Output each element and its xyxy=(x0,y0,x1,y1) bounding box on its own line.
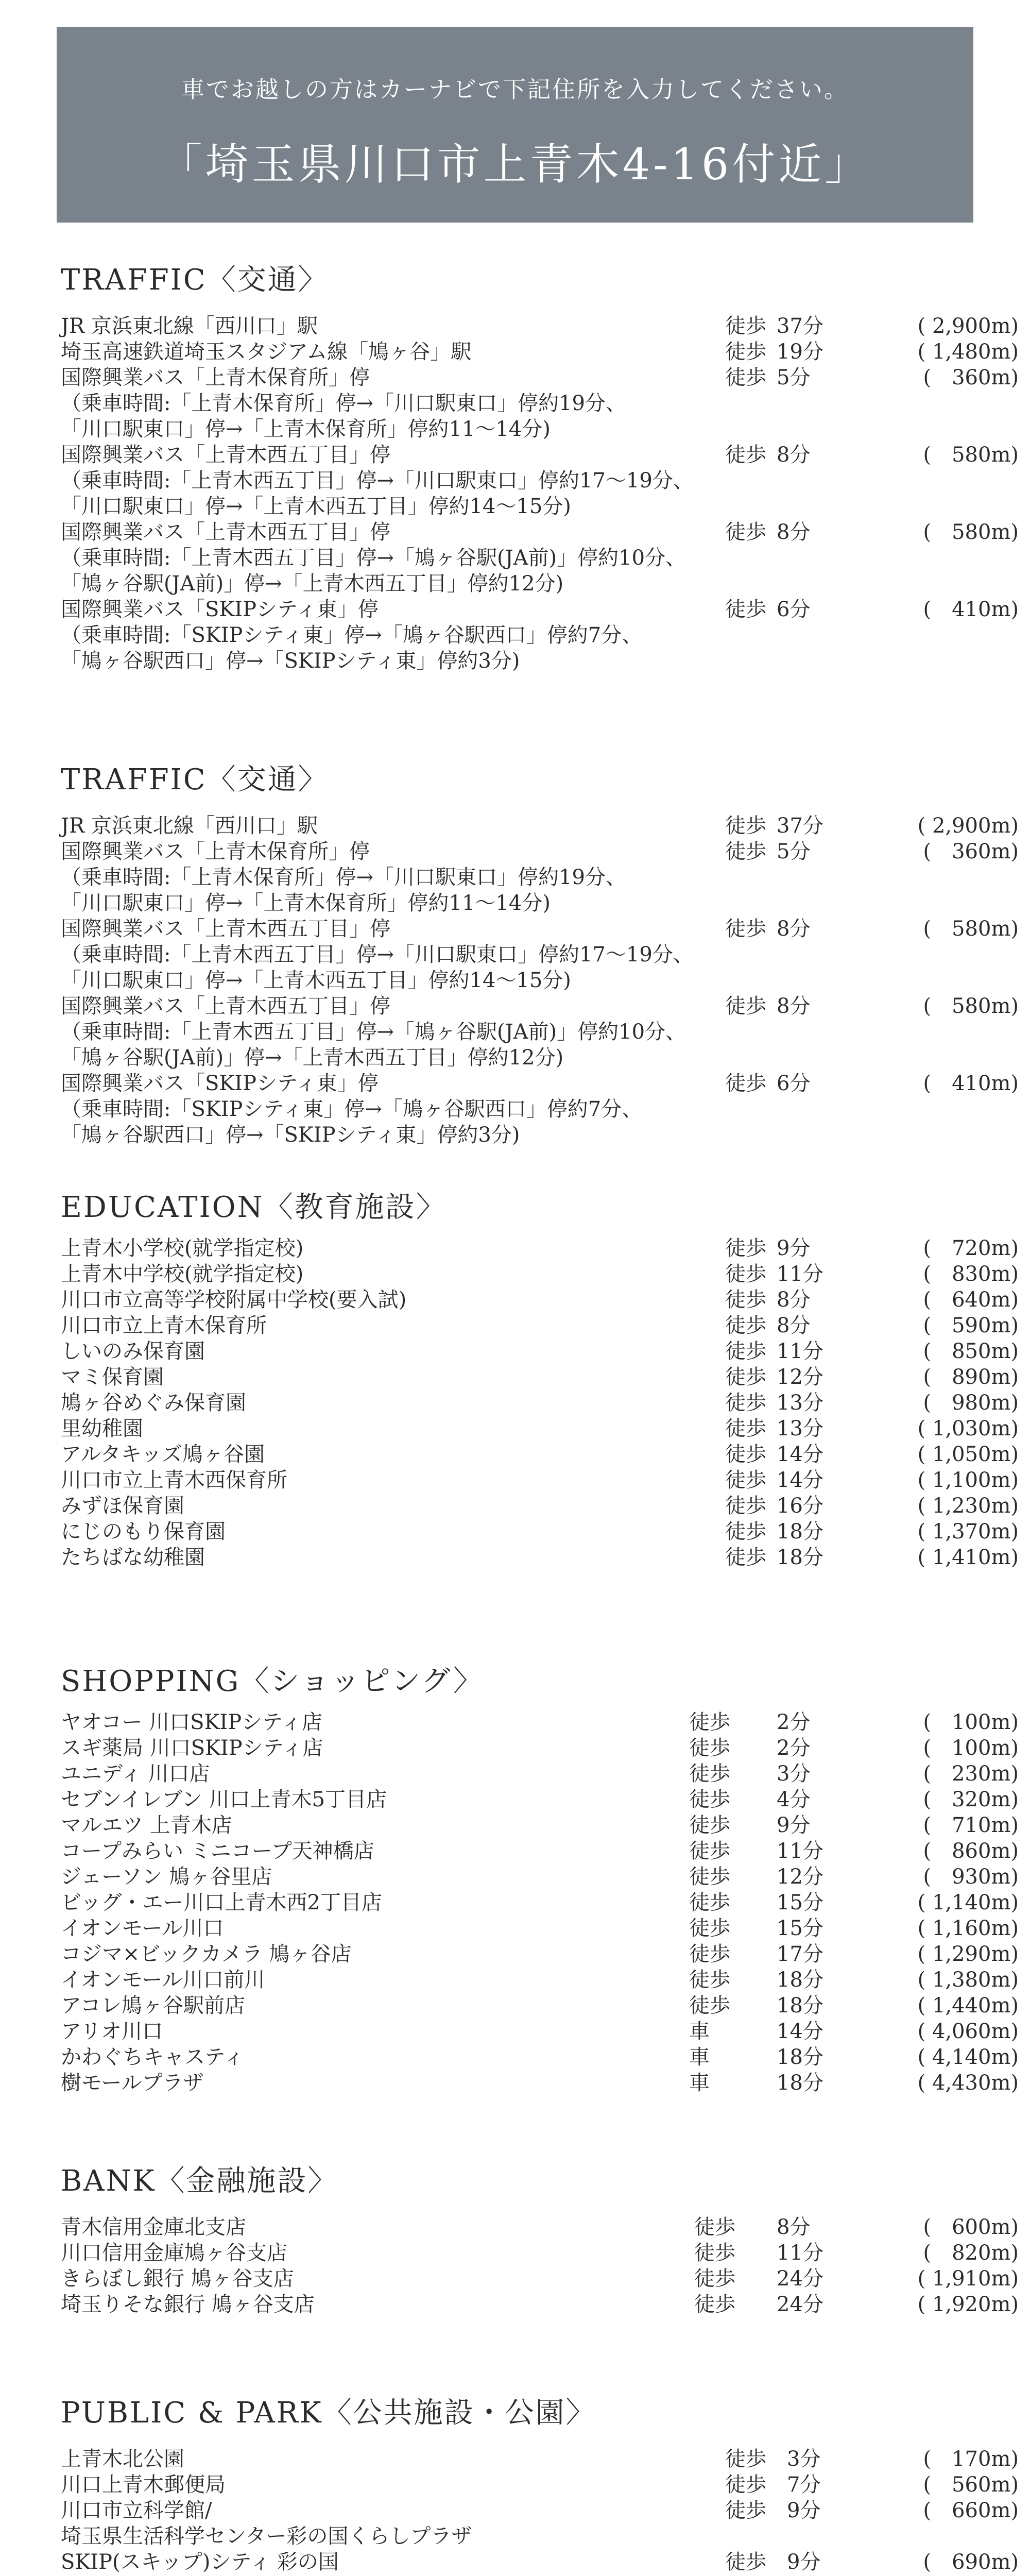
travel-mode: 徒歩 xyxy=(725,917,766,941)
distance: ( 980m) xyxy=(923,1391,1019,1415)
travel-mode: 徒歩 xyxy=(725,2473,766,2497)
travel-mode: 徒歩 xyxy=(725,340,766,364)
travel-time: 8分 xyxy=(777,994,811,1018)
travel-time: 5分 xyxy=(777,366,811,389)
travel-time: 18分 xyxy=(777,2071,823,2095)
travel-time: 11分 xyxy=(777,1839,823,1863)
travel-time: 13分 xyxy=(777,1391,823,1415)
section-title: EDUCATION〈教育施設〉 xyxy=(61,1191,447,1224)
list-item xyxy=(61,597,1019,674)
list-item xyxy=(61,1390,1019,1416)
ride-time-note: （乗車時間:「上青木西五丁目」停→「鳩ヶ谷駅(JA前)」停約10分、 xyxy=(61,1020,686,1044)
list-item xyxy=(61,1812,1019,1838)
list-item xyxy=(61,1709,1019,1735)
facility-name: SKIP(スキップ)シティ 彩の国 xyxy=(61,2550,339,2574)
facility-name: ビッグ・エー川口上青木西2丁目店 xyxy=(61,1891,382,1914)
facility-name: きらぼし銀行 鳩ヶ谷支店 xyxy=(61,2267,294,2291)
travel-time: 8分 xyxy=(777,443,811,467)
facility-name: コープみらい ミニコープ天神橋店 xyxy=(61,1839,374,1863)
travel-mode: 徒歩 xyxy=(689,1994,730,2018)
distance: ( 1,380m) xyxy=(917,1968,1019,1992)
facility-name: JR 京浜東北線「西川口」駅 xyxy=(61,314,318,338)
public-park-section xyxy=(61,2391,1019,2576)
bank-section xyxy=(61,2159,1019,2317)
list-item xyxy=(61,2214,1019,2240)
distance: ( 100m) xyxy=(923,1736,1019,1760)
facility-name: コジマ×ビックカメラ 鳩ヶ谷店 xyxy=(61,1942,352,1966)
travel-mode: 徒歩 xyxy=(725,2499,766,2522)
facility-name: たちばな幼稚園 xyxy=(61,1546,205,1569)
distance: ( 590m) xyxy=(923,1314,1019,1337)
ride-time-note: （乗車時間:「上青木西五丁目」停→「川口駅東口」停約17〜19分、 xyxy=(61,469,694,493)
travel-mode: 徒歩 xyxy=(689,1891,730,1914)
travel-mode: 徒歩 xyxy=(689,1968,730,1992)
distance: ( 1,370m) xyxy=(917,1520,1019,1544)
travel-mode: 徒歩 xyxy=(689,1788,730,1811)
distance: ( 1,230m) xyxy=(917,1494,1019,1518)
travel-time: 14分 xyxy=(777,1443,823,1466)
travel-mode: 徒歩 xyxy=(689,1942,730,1966)
distance: ( 320m) xyxy=(923,1788,1019,1811)
facility-name: 国際興業バス「上青木保育所」停 xyxy=(61,840,370,863)
travel-mode: 徒歩 xyxy=(725,1288,766,1312)
list-item xyxy=(61,916,1019,993)
travel-time: 6分 xyxy=(777,598,811,621)
list-item xyxy=(61,2070,1019,2096)
facility-name: アリオ川口 xyxy=(61,2020,163,2043)
distance: ( 580m) xyxy=(923,443,1019,467)
facility-name: ヤオコー 川口SKIPシティ店 xyxy=(61,1710,322,1734)
list-item xyxy=(61,1493,1019,1519)
travel-time: 12分 xyxy=(777,1365,823,1389)
travel-mode: 徒歩 xyxy=(725,1314,766,1337)
facility-name: しいのみ保育園 xyxy=(61,1340,205,1363)
distance: ( 850m) xyxy=(923,1340,1019,1363)
list-item xyxy=(61,1467,1019,1493)
facility-name: 国際興業バス「上青木保育所」停 xyxy=(61,366,370,389)
ride-time-note: 「鳩ヶ谷駅西口」停→「SKIPシティ東」停約3分) xyxy=(61,649,520,673)
list-item xyxy=(61,313,1019,339)
ride-time-note: （乗車時間:「SKIPシティ東」停→「鳩ヶ谷駅西口」停約7分、 xyxy=(61,1097,643,1121)
facility-name: 埼玉高速鉄道埼玉スタジアム線「鳩ヶ谷」駅 xyxy=(61,340,472,364)
list-item xyxy=(61,1364,1019,1390)
travel-mode: 徒歩 xyxy=(725,314,766,338)
distance: ( 640m) xyxy=(923,1288,1019,1312)
facility-name: 鳩ヶ谷めぐみ保育園 xyxy=(61,1391,246,1415)
facility-name: 青木信用金庫北支店 xyxy=(61,2215,246,2239)
travel-mode: 徒歩 xyxy=(725,366,766,389)
list-item xyxy=(61,519,1019,597)
list-item xyxy=(61,1338,1019,1364)
distance: ( 1,100m) xyxy=(917,1468,1019,1492)
travel-time: 11分 xyxy=(777,1340,823,1363)
distance: ( 890m) xyxy=(923,1365,1019,1389)
facility-name: マミ保育園 xyxy=(61,1365,164,1389)
facility-name: 上青木小学校(就学指定校) xyxy=(61,1236,304,1260)
travel-mode: 徒歩 xyxy=(689,1839,730,1863)
list-item xyxy=(61,1967,1019,1993)
distance: ( 1,050m) xyxy=(917,1443,1019,1466)
travel-mode: 徒歩 xyxy=(689,1762,730,1786)
ride-time-note: （乗車時間:「上青木保育所」停→「川口駅東口」停約19分、 xyxy=(61,392,626,415)
list-item xyxy=(61,1993,1019,2019)
travel-mode: 徒歩 xyxy=(725,1546,766,1569)
distance: ( 1,290m) xyxy=(917,1942,1019,1966)
traffic-section-2 xyxy=(61,757,1019,1148)
travel-time: 19分 xyxy=(777,340,823,364)
travel-time: 14分 xyxy=(777,2020,823,2043)
distance: ( 860m) xyxy=(923,1839,1019,1863)
travel-time: 7分 xyxy=(787,2473,821,2497)
travel-time: 9分 xyxy=(787,2550,821,2574)
ride-time-note: 「川口駅東口」停→「上青木保育所」停約11〜14分) xyxy=(61,891,551,915)
facility-name: アコレ鳩ヶ谷駅前店 xyxy=(61,1994,245,2018)
travel-mode: 徒歩 xyxy=(725,1520,766,1544)
travel-time: 8分 xyxy=(777,520,811,544)
distance: ( 1,920m) xyxy=(917,2293,1019,2316)
facility-name: セブンイレブン 川口上青木5丁目店 xyxy=(61,1788,387,1811)
travel-time: 6分 xyxy=(777,1072,811,1095)
distance: ( 930m) xyxy=(923,1865,1019,1889)
travel-mode: 徒歩 xyxy=(694,2215,735,2239)
travel-time: 8分 xyxy=(777,1288,811,1312)
travel-time: 2分 xyxy=(777,1710,811,1734)
ride-time-note: 「鳩ヶ谷駅(JA前)」停→「上青木西五丁目」停約12分) xyxy=(61,572,564,596)
travel-mode: 徒歩 xyxy=(725,814,766,838)
list-item xyxy=(61,1916,1019,1941)
travel-time: 8分 xyxy=(777,1314,811,1337)
travel-mode: 徒歩 xyxy=(694,2267,735,2291)
distance: ( 580m) xyxy=(923,994,1019,1018)
travel-time: 8分 xyxy=(777,917,811,941)
list-item xyxy=(61,1261,1019,1287)
facility-name: 国際興業バス「上青木西五丁目」停 xyxy=(61,994,390,1018)
travel-mode: 徒歩 xyxy=(725,1391,766,1415)
facility-name: イオンモール川口前川 xyxy=(61,1968,265,1992)
section-title: TRAFFIC〈交通〉 xyxy=(61,263,329,297)
list-item xyxy=(61,1071,1019,1148)
travel-time: 11分 xyxy=(777,2241,823,2265)
ride-time-note: 「川口駅東口」停→「上青木西五丁目」停約14〜15分) xyxy=(61,969,571,992)
travel-time: 8分 xyxy=(777,2215,811,2239)
distance: ( 4,060m) xyxy=(917,2020,1019,2043)
distance: ( 820m) xyxy=(923,2241,1019,2265)
list-item xyxy=(61,1735,1019,1761)
distance: ( 100m) xyxy=(923,1710,1019,1734)
list-item xyxy=(61,1235,1019,1261)
travel-time: 17分 xyxy=(777,1942,823,1966)
distance: ( 2,900m) xyxy=(917,314,1019,338)
travel-mode: 徒歩 xyxy=(694,2293,735,2316)
travel-time: 5分 xyxy=(777,840,811,863)
distance: ( 170m) xyxy=(923,2447,1019,2471)
travel-time: 37分 xyxy=(777,314,823,338)
facility-name: 埼玉県生活科学センター彩の国くらしプラザ xyxy=(61,2524,472,2548)
distance: ( 1,410m) xyxy=(917,1546,1019,1569)
facility-name: 川口信用金庫鳩ヶ谷支店 xyxy=(61,2241,287,2265)
distance: ( 2,900m) xyxy=(917,814,1019,838)
facility-name: 川口市立上青木西保育所 xyxy=(61,1468,287,1492)
travel-mode: 徒歩 xyxy=(694,2241,735,2265)
travel-mode: 徒歩 xyxy=(725,1443,766,1466)
travel-mode: 徒歩 xyxy=(689,1917,730,1940)
travel-mode: 徒歩 xyxy=(725,1236,766,1260)
distance: ( 600m) xyxy=(923,2215,1019,2239)
shopping-section xyxy=(61,1659,1019,2096)
travel-mode: 徒歩 xyxy=(725,840,766,863)
distance: ( 710m) xyxy=(923,1814,1019,1837)
facility-name: 国際興業バス「SKIPシティ東」停 xyxy=(61,598,379,621)
travel-time: 13分 xyxy=(777,1417,823,1440)
list-item xyxy=(61,1313,1019,1338)
travel-mode: 徒歩 xyxy=(725,2447,766,2471)
list-item xyxy=(61,365,1019,442)
travel-mode: 徒歩 xyxy=(725,1262,766,1286)
travel-time: 24分 xyxy=(777,2267,823,2291)
facility-name: 国際興業バス「上青木西五丁目」停 xyxy=(61,520,390,544)
section-title: SHOPPING〈ショッピング〉 xyxy=(61,1665,484,1698)
facility-name: 樹モールプラザ xyxy=(61,2071,204,2095)
travel-mode: 徒歩 xyxy=(725,1468,766,1492)
facility-name: JR 京浜東北線「西川口」駅 xyxy=(61,814,318,838)
list-item xyxy=(61,2549,1019,2575)
ride-time-note: （乗車時間:「上青木保育所」停→「川口駅東口」停約19分、 xyxy=(61,866,626,889)
distance: ( 660m) xyxy=(923,2499,1019,2522)
list-item xyxy=(61,813,1019,839)
list-item xyxy=(61,1864,1019,1890)
list-item xyxy=(61,339,1019,365)
travel-mode: 徒歩 xyxy=(689,1865,730,1889)
list-item xyxy=(61,993,1019,1071)
list-item xyxy=(61,2266,1019,2292)
distance: ( 690m) xyxy=(923,2550,1019,2574)
travel-time: 9分 xyxy=(787,2499,821,2522)
travel-time: 9分 xyxy=(777,1236,811,1260)
list-item xyxy=(61,1416,1019,1442)
facility-name: スギ薬局 川口SKIPシティ店 xyxy=(61,1736,323,1760)
traffic-section-1 xyxy=(61,258,1019,674)
facility-name: 国際興業バス「上青木西五丁目」停 xyxy=(61,443,390,467)
distance: ( 720m) xyxy=(923,1236,1019,1260)
ride-time-note: （乗車時間:「SKIPシティ東」停→「鳩ヶ谷駅西口」停約7分、 xyxy=(61,623,643,647)
facility-name: にじのもり保育園 xyxy=(61,1520,226,1544)
list-item xyxy=(61,1545,1019,1570)
facility-name: 川口市立高等学校附属中学校(要入試) xyxy=(61,1288,407,1312)
list-item xyxy=(61,1287,1019,1313)
distance: ( 580m) xyxy=(923,917,1019,941)
facility-name: 上青木北公園 xyxy=(61,2447,184,2471)
travel-time: 3分 xyxy=(787,2447,821,2471)
facility-name: ユニディ 川口店 xyxy=(61,1762,210,1786)
ride-time-note: 「鳩ヶ谷駅西口」停→「SKIPシティ東」停約3分) xyxy=(61,1123,520,1147)
travel-time: 14分 xyxy=(777,1468,823,1492)
distance: ( 360m) xyxy=(923,840,1019,863)
facility-name: 川口市立上青木保育所 xyxy=(61,1314,267,1337)
facility-name: 川口上青木郵便局 xyxy=(61,2473,226,2497)
travel-mode: 車 xyxy=(689,2071,710,2095)
list-item xyxy=(61,1941,1019,1967)
banner-address: 「埼玉県川口市上青木4-16付近」 xyxy=(159,139,871,190)
distance: ( 410m) xyxy=(923,598,1019,621)
address-banner xyxy=(57,27,973,223)
facility-name: みずほ保育園 xyxy=(61,1494,184,1518)
travel-mode: 徒歩 xyxy=(725,2550,766,2574)
list-item xyxy=(61,2446,1019,2472)
distance: ( 1,910m) xyxy=(917,2267,1019,2291)
list-item xyxy=(61,839,1019,916)
travel-mode: 徒歩 xyxy=(725,520,766,544)
ride-time-note: 「川口駅東口」停→「上青木保育所」停約11〜14分) xyxy=(61,417,551,441)
list-item xyxy=(61,442,1019,519)
distance: ( 1,160m) xyxy=(917,1917,1019,1940)
banner-instruction: 車でお越しの方はカーナビで下記住所を入力してください。 xyxy=(181,76,849,103)
list-item xyxy=(61,1838,1019,1864)
travel-time: 16分 xyxy=(777,1494,823,1518)
travel-time: 11分 xyxy=(777,1262,823,1286)
facility-name: 国際興業バス「SKIPシティ東」停 xyxy=(61,1072,379,1095)
distance: ( 580m) xyxy=(923,520,1019,544)
facility-name: 埼玉りそな銀行 鳩ヶ谷支店 xyxy=(61,2293,315,2316)
section-title: BANK〈金融施設〉 xyxy=(61,2164,338,2198)
travel-mode: 徒歩 xyxy=(725,598,766,621)
travel-time: 18分 xyxy=(777,1968,823,1992)
travel-mode: 徒歩 xyxy=(725,994,766,1018)
distance: ( 830m) xyxy=(923,1262,1019,1286)
travel-time: 18分 xyxy=(777,1994,823,2018)
facility-name: イオンモール川口 xyxy=(61,1917,224,1940)
travel-mode: 徒歩 xyxy=(725,1072,766,1095)
list-item xyxy=(61,1519,1019,1545)
distance: ( 4,430m) xyxy=(917,2071,1019,2095)
facility-name: 上青木中学校(就学指定校) xyxy=(61,1262,304,1286)
facility-name: ジェーソン 鳩ヶ谷里店 xyxy=(61,1865,272,1889)
travel-mode: 徒歩 xyxy=(689,1710,730,1734)
travel-time: 15分 xyxy=(777,1891,823,1914)
list-item xyxy=(61,1787,1019,1812)
distance: ( 1,030m) xyxy=(917,1417,1019,1440)
travel-time: 37分 xyxy=(777,814,823,838)
travel-time: 2分 xyxy=(777,1736,811,1760)
travel-mode: 徒歩 xyxy=(725,1365,766,1389)
travel-time: 9分 xyxy=(777,1814,811,1837)
distance: ( 410m) xyxy=(923,1072,1019,1095)
distance: ( 4,140m) xyxy=(917,2045,1019,2069)
travel-mode: 徒歩 xyxy=(725,1494,766,1518)
facility-name: 川口市立科学館/ xyxy=(61,2499,212,2522)
list-item xyxy=(61,2292,1019,2317)
travel-mode: 車 xyxy=(689,2020,710,2043)
distance: ( 1,140m) xyxy=(917,1891,1019,1914)
travel-mode: 徒歩 xyxy=(725,1417,766,1440)
travel-mode: 徒歩 xyxy=(725,1340,766,1363)
list-item xyxy=(61,1442,1019,1467)
section-title: PUBLIC & PARK〈公共施設・公園〉 xyxy=(61,2396,596,2430)
distance: ( 1,480m) xyxy=(917,340,1019,364)
travel-time: 24分 xyxy=(777,2293,823,2316)
list-item xyxy=(61,1890,1019,1916)
travel-mode: 徒歩 xyxy=(689,1736,730,1760)
travel-time: 18分 xyxy=(777,1546,823,1569)
travel-mode: 徒歩 xyxy=(725,443,766,467)
distance: ( 560m) xyxy=(923,2473,1019,2497)
facility-name: 国際興業バス「上青木西五丁目」停 xyxy=(61,917,390,941)
list-item xyxy=(61,2240,1019,2266)
travel-mode: 車 xyxy=(689,2045,710,2069)
travel-mode: 徒歩 xyxy=(689,1814,730,1837)
distance: ( 360m) xyxy=(923,366,1019,389)
list-item xyxy=(61,2523,977,2549)
travel-time: 18分 xyxy=(777,2045,823,2069)
list-item xyxy=(61,1761,1019,1787)
travel-time: 18分 xyxy=(777,1520,823,1544)
education-section xyxy=(61,1185,1019,1570)
list-item xyxy=(61,2019,1019,2044)
ride-time-note: 「鳩ヶ谷駅(JA前)」停→「上青木西五丁目」停約12分) xyxy=(61,1046,564,1070)
list-item xyxy=(61,2498,1019,2523)
ride-time-note: 「川口駅東口」停→「上青木西五丁目」停約14〜15分) xyxy=(61,495,571,518)
ride-time-note: （乗車時間:「上青木西五丁目」停→「川口駅東口」停約17〜19分、 xyxy=(61,943,694,967)
facility-name: アルタキッズ鳩ヶ谷園 xyxy=(61,1443,265,1466)
list-item xyxy=(61,2472,1019,2498)
distance: ( 1,440m) xyxy=(917,1994,1019,2018)
travel-time: 15分 xyxy=(777,1917,823,1940)
list-item xyxy=(61,2044,1019,2070)
travel-time: 4分 xyxy=(777,1788,811,1811)
distance: ( 230m) xyxy=(923,1762,1019,1786)
travel-time: 3分 xyxy=(777,1762,811,1786)
facility-name: かわぐちキャスティ xyxy=(61,2045,244,2069)
facility-name: マルエツ 上青木店 xyxy=(61,1814,232,1837)
ride-time-note: （乗車時間:「上青木西五丁目」停→「鳩ヶ谷駅(JA前)」停約10分、 xyxy=(61,546,686,570)
facility-name: 里幼稚園 xyxy=(61,1417,143,1440)
travel-time: 12分 xyxy=(777,1865,823,1889)
section-title: TRAFFIC〈交通〉 xyxy=(61,763,329,796)
